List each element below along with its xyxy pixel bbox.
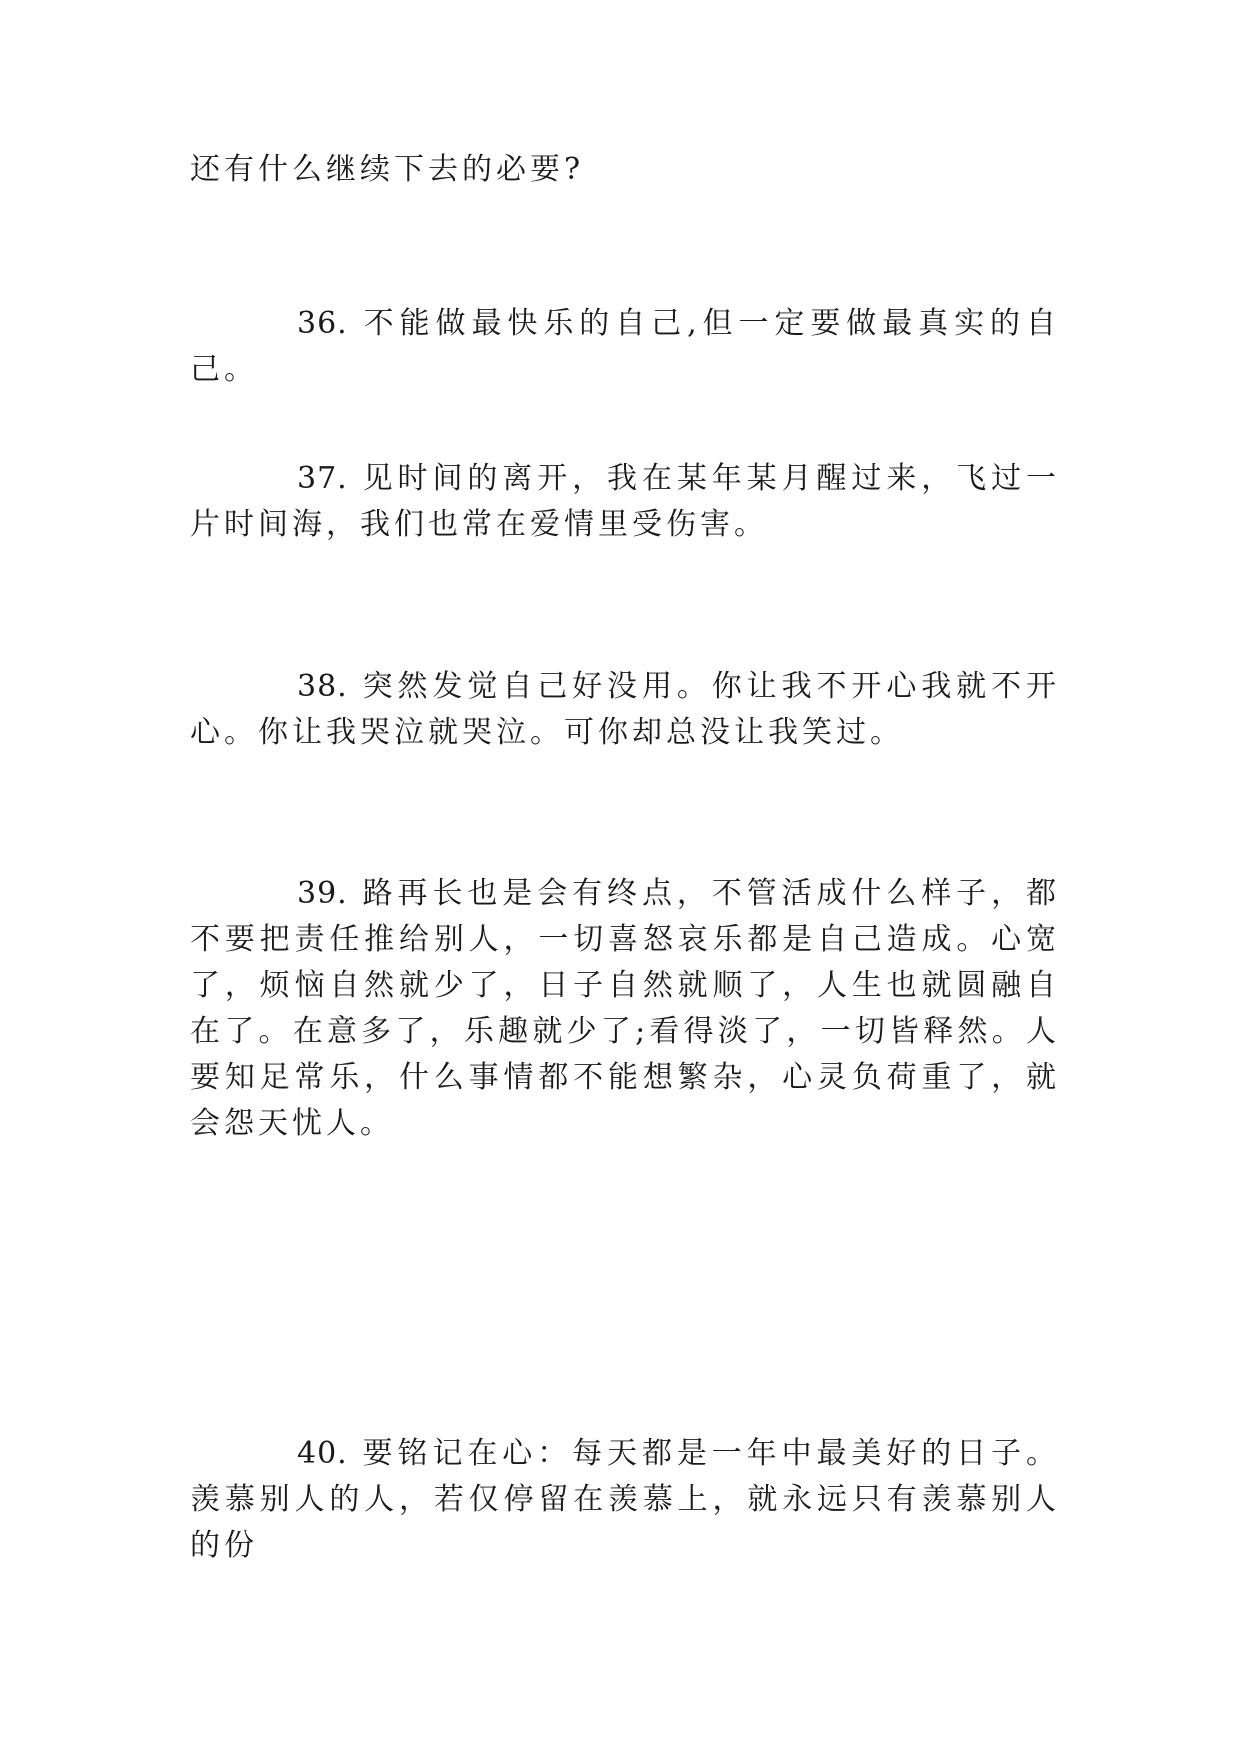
paragraph-text: 路再长也是会有终点，不管活成什么样子，都不要把责任推给别人，一切喜怒哀乐都是自己造成。心宽了，烦恼自然就少了，日子自然就顺了，人生也就圆融自在了。在意多了，乐趣就少了;看得淡了，一切皆释然。人要知足常乐，什么事情都不能想繁杂，心灵负荷重了，就会怨天忧人。 <box>190 876 1060 1141</box>
paragraph-40 <box>190 1431 1060 1569</box>
paragraph-continuation <box>190 147 1060 193</box>
paragraph-number: 39. <box>297 876 348 911</box>
paragraph-number: 36. <box>297 306 348 341</box>
paragraph-text: 要铭记在心：每天都是一年中最美好的日子。羡慕别人的人，若仅停留在羡慕上，就永远只有羡慕别人的份 <box>190 1436 1060 1563</box>
paragraph-number: 37. <box>297 461 348 496</box>
paragraph-text: 突然发觉自己好没用。你让我不开心我就不开心。你让我哭泣就哭泣。可你却总没让我笑过。 <box>190 669 1060 750</box>
paragraph-38 <box>190 664 1060 756</box>
document-page <box>190 0 1060 1754</box>
paragraph-39 <box>190 871 1060 1147</box>
paragraph-text: 见时间的离开，我在某年某月醒过来，飞过一片时间海，我们也常在爱情里受伤害。 <box>190 461 1060 542</box>
paragraph-36 <box>190 301 1060 393</box>
paragraph-number: 38. <box>297 669 348 704</box>
paragraph-text: 还有什么继续下去的必要? <box>190 152 585 187</box>
paragraph-37 <box>190 456 1060 548</box>
paragraph-number: 40. <box>297 1436 348 1471</box>
paragraph-text: 不能做最快乐的自己,但一定要做最真实的自己。 <box>190 306 1060 387</box>
